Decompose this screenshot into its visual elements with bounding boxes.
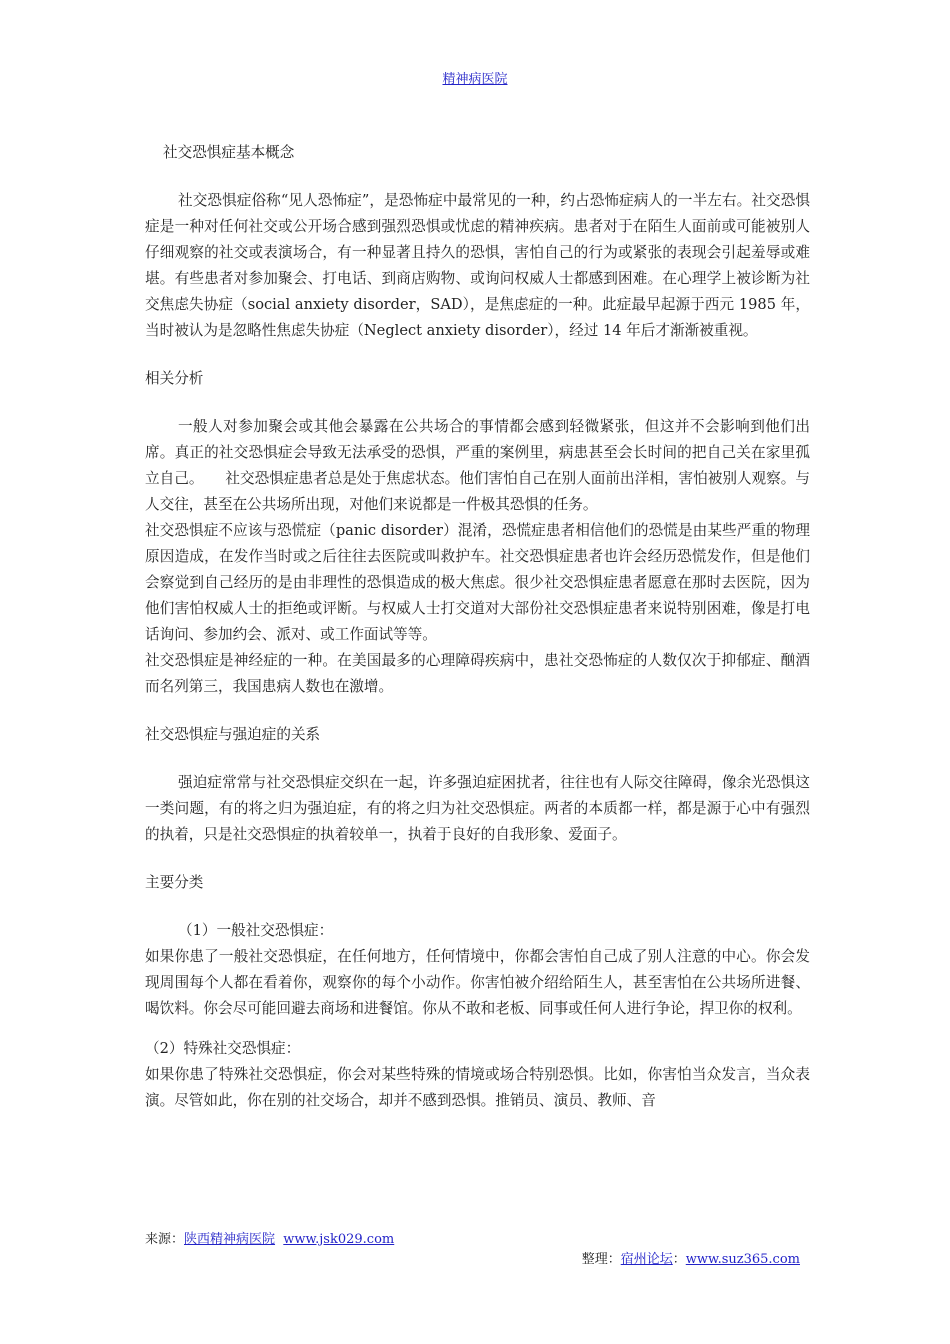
section-title-types: 主要分类 bbox=[145, 874, 204, 891]
footer-org-separator: ： bbox=[672, 1252, 686, 1267]
footer-source-url-link[interactable]: www.jsk029.com bbox=[283, 1232, 395, 1247]
subtitle-general-type: （1）一般社交恐惧症： bbox=[178, 922, 334, 939]
footer-source-label: 来源： bbox=[145, 1232, 185, 1247]
footer-org-label: 整理： bbox=[581, 1252, 621, 1267]
header-link[interactable]: 精神病医院 bbox=[442, 72, 508, 87]
article-body bbox=[145, 140, 810, 1114]
footer-organizer bbox=[582, 1248, 800, 1267]
footer-source bbox=[145, 1228, 394, 1247]
footer-source-name-link[interactable]: 陕西精神病医院 bbox=[184, 1232, 276, 1247]
paragraph-concept: 社交恐惧症俗称“见人恐怖症”，是恐怖症中最常见的一种，约占恐怖症病人的一半左右。社交恐惧症是一种对任何社交或公开场合感到强烈恐惧或忧虑的精神疾病。患者对于在陌生人面前或可能被别人仔细观察的社交或表演场合，有一种显著且持久的恐惧，害怕自己的行为或紧张的表现会引起羞辱或难堪。有些患者对参加聚会、打电话、到商店购物、或询问权威人士都感到困难。在心理学上被诊断为社交焦虑失协症（social anxiety disorder，SAD），是焦虑症的一种。此症最早起源于西元 1985 年，当时被认为是忽略性焦虑失协症（Neglect anxiety disorder），经过 14 年后才渐渐被重视。 bbox=[145, 192, 810, 339]
section-title-analysis: 相关分析 bbox=[145, 370, 204, 387]
paragraph-general-type: 如果你患了一般社交恐惧症，在任何地方，任何情境中，你都会害怕自己成了别人注意的中心。你会发现周围每个人都在看着你，观察你的每个小动作。你害怕被介绍给陌生人，甚至害怕在公共场所进餐、喝饮料。你会尽可能回避去商场和进餐馆。你从不敢和老板、同事或任何人进行争论，捍卫你的权利。 bbox=[145, 948, 810, 1017]
section-title-ocd: 社交恐惧症与强迫症的关系 bbox=[145, 726, 321, 743]
paragraph-ocd: 强迫症常常与社交恐惧症交织在一起，许多强迫症困扰者，往往也有人际交往障碍，像余光恐惧这一类问题，有的将之归为强迫症，有的将之归为社交恐惧症。两者的本质都一样，都是源于心中有强烈的执着，只是社交恐惧症的执着较单一，执着于良好的自我形象、爱面子。 bbox=[145, 774, 810, 843]
footer-org-url-link[interactable]: www.suz365.com bbox=[685, 1252, 800, 1267]
paragraph-special-type: 如果你患了特殊社交恐惧症，你会对某些特殊的情境或场合特别恐惧。比如，你害怕当众发言，当众表演。尽管如此，你在别的社交场合，却并不感到恐惧。推销员、演员、教师、音 bbox=[145, 1066, 810, 1109]
paragraph-analysis-1: 一般人对参加聚会或其他会暴露在公共场合的事情都会感到轻微紧张，但这并不会影响到他们出席。真正的社交恐惧症会导致无法承受的恐惧，严重的案例里，病患甚至会长时间的把自己关在家里孤立自己。 社交恐惧症患者总是处于焦虑状态。他们害怕自己在别人面前出洋相，害怕被别人观察。与人交往，甚至在公共场所出现，对他们来说都是一件极其恐惧的任务。 bbox=[145, 418, 810, 513]
footer-org-name-link[interactable]: 宿州论坛 bbox=[620, 1252, 673, 1267]
paragraph-analysis-3: 社交恐惧症是神经症的一种。在美国最多的心理障碍疾病中，患社交恐怖症的人数仅次于抑郁症、酗酒而名列第三，我国患病人数也在激增。 bbox=[145, 652, 810, 695]
section-title-concept: 社交恐惧症基本概念 bbox=[163, 144, 295, 161]
subtitle-special-type: （2）特殊社交恐惧症： bbox=[145, 1040, 301, 1057]
paragraph-analysis-2: 社交恐惧症不应该与恐慌症（panic disorder）混淆，恐慌症患者相信他们的恐慌是由某些严重的物理原因造成，在发作当时或之后往往去医院或叫救护车。社交恐惧症患者也许会经历恐慌发作，但是他们会察觉到自己经历的是由非理性的恐惧造成的极大焦虑。很少社交恐惧症患者愿意在那时去医院，因为他们害怕权威人士的拒绝或评断。与权威人士打交道对大部份社交恐惧症患者来说特别困难，像是打电话询问、参加约会、派对、或工作面试等等。 bbox=[145, 522, 810, 643]
